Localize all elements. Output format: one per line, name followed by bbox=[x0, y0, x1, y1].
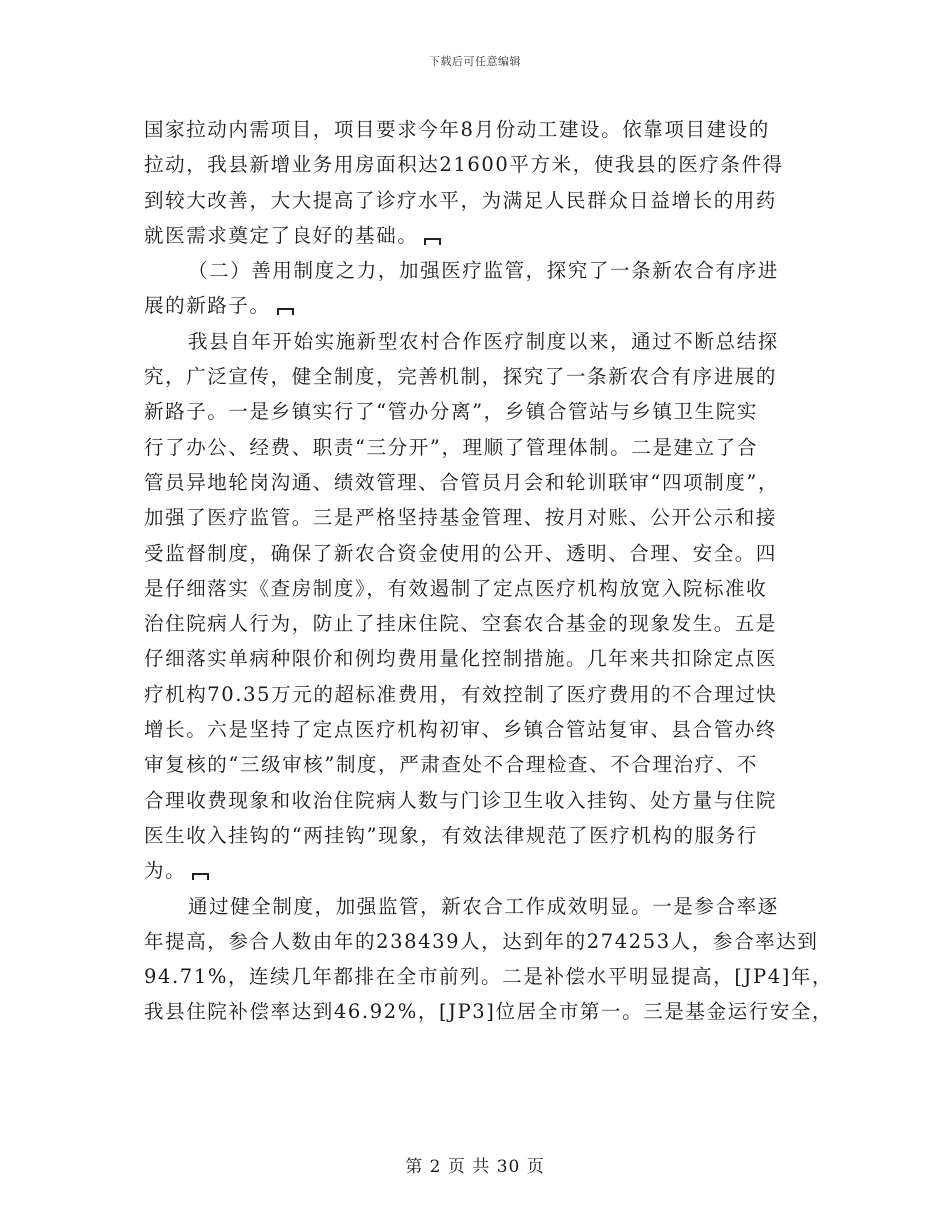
text-line: 国家拉动内需项目，项目要求今年8月份动工建设。依靠项目建设的 bbox=[144, 118, 770, 141]
text-line: 我县住院补偿率达到46.92%，[JP3]位居全市第一。三是基金运行安全， bbox=[144, 1000, 834, 1024]
text-line: 我县自年开始实施新型农村合作医疗制度以来，通过不断总结探 bbox=[188, 329, 779, 353]
text-line: 是仔细落实《查房制度》，有效遏制了定点医疗机构放宽入院标准收 bbox=[144, 576, 768, 600]
text-line: 仔细落实单病种限价和例均费用量化控制措施。几年来共扣除定点医 bbox=[144, 647, 778, 671]
text-line: 新路子。一是乡镇实行了“管办分离”，乡镇合管站与乡镇卫生院实 bbox=[144, 400, 758, 424]
text-line: 通过健全制度，加强监管，新农合工作成效明显。一是参合率逐 bbox=[188, 894, 779, 918]
text-line: 就医需求奠定了良好的基础。 bbox=[144, 223, 419, 247]
text-line: 审复核的“三级审核”制度，严肃查处不合理检查、不合理治疗、不 bbox=[144, 753, 758, 777]
text-line: 合理收费现象和收治住院病人数与门诊卫生收入挂钩、处方量与住院 bbox=[144, 788, 778, 812]
text-line: （二）善用制度之力，加强医疗监管，探究了一条新农合有序进 bbox=[188, 259, 779, 283]
text-line-with-mark bbox=[144, 288, 820, 323]
paragraph-mark-icon bbox=[424, 238, 441, 245]
page-footer: 第 2 页 共 30 页 bbox=[405, 1157, 545, 1177]
text-line-with-mark bbox=[144, 218, 820, 253]
text-line: 管员异地轮岗沟通、绩效管理、合管员月会和轮训联审“四项制度”， bbox=[144, 470, 780, 494]
text-line: 增长。六是坚持了定点医疗机构初审、乡镇合管站复审、县合管办终 bbox=[144, 718, 778, 742]
text-line: 受监督制度，确保了新农合资金使用的公开、透明、合理、安全。四 bbox=[144, 541, 778, 565]
paragraph-mark-icon bbox=[277, 308, 294, 315]
text-line: 行了办公、经费、职责“三分开”，理顺了管理体制。二是建立了合 bbox=[144, 435, 758, 459]
page-header: 下载后可任意编辑 bbox=[429, 55, 521, 68]
text-line: 医生收入挂钩的“两挂钩”现象，有效法律规范了医疗机构的服务行 bbox=[144, 823, 758, 847]
text-line: 究，广泛宣传，健全制度，完善机制，探究了一条新农合有序进展的 bbox=[144, 365, 778, 389]
text-line: 为。 bbox=[144, 859, 187, 883]
paragraph-mark-icon bbox=[192, 873, 209, 880]
text-line: 年提高，参合人数由年的238439人，达到年的274253人，参合率达到 bbox=[144, 929, 819, 953]
text-line: 治住院病人行为，防止了挂床住院、空套农合基金的现象发生。五是 bbox=[144, 612, 778, 636]
text-line: 展的新路子。 bbox=[144, 294, 271, 318]
text-line: 疗机构70.35万元的超标准费用，有效控制了医疗费用的不合理过快 bbox=[144, 682, 778, 706]
text-line: 到较大改善，大大提高了诊疗水平，为满足人民群众日益增长的用药 bbox=[144, 188, 778, 212]
text-line: 拉动，我县新增业务用房面积达21600平方米，使我县的医疗条件得 bbox=[144, 153, 784, 177]
text-line: 94.71%，连续几年都排在全市前列。二是补偿水平明显提高，[JP4]年， bbox=[144, 965, 834, 989]
text-line: 加强了医疗监管。三是严格坚持基金管理、按月对账、公开公示和接 bbox=[144, 506, 778, 530]
document-body bbox=[144, 112, 834, 1030]
text-line-with-mark bbox=[144, 853, 820, 888]
